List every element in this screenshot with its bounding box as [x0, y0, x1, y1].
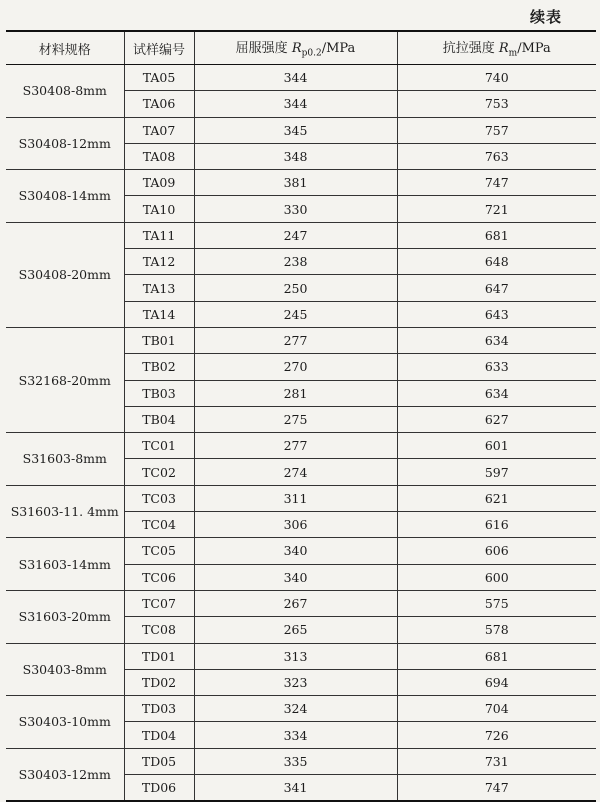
tensile-strength-cell: 681: [397, 643, 596, 669]
header-tensile: 抗拉强度 $R_m$/MPa: [397, 31, 596, 65]
table-body: [6, 65, 596, 802]
specimen-id-cell: TA05: [124, 65, 194, 91]
yield-strength-cell: 335: [194, 748, 397, 774]
table-row: [6, 65, 596, 91]
specimen-id-cell: TC02: [124, 459, 194, 485]
tensile-strength-cell: 681: [397, 222, 596, 248]
tensile-strength-cell: 753: [397, 91, 596, 117]
tensile-strength-cell: 757: [397, 117, 596, 143]
tensile-strength-cell: 763: [397, 143, 596, 169]
yield-strength-cell: 265: [194, 617, 397, 643]
specimen-id-cell: TD06: [124, 775, 194, 802]
specimen-id-cell: TD04: [124, 722, 194, 748]
header-yield: 屈服强度 $R_{p0.2}$/MPa: [194, 31, 397, 65]
tensile-strength-cell: 597: [397, 459, 596, 485]
material-spec-cell: S31603-14mm: [6, 538, 124, 591]
specimen-id-cell: TC05: [124, 538, 194, 564]
tensile-strength-cell: 578: [397, 617, 596, 643]
specimen-id-cell: TB04: [124, 406, 194, 432]
yield-strength-cell: 275: [194, 406, 397, 432]
yield-strength-cell: 267: [194, 590, 397, 616]
tensile-strength-cell: 600: [397, 564, 596, 590]
specimen-id-cell: TC01: [124, 433, 194, 459]
yield-strength-cell: 381: [194, 170, 397, 196]
table-row: [6, 590, 596, 616]
tensile-strength-cell: 704: [397, 696, 596, 722]
material-spec-cell: S32168-20mm: [6, 327, 124, 432]
yield-strength-cell: 330: [194, 196, 397, 222]
specimen-id-cell: TA10: [124, 196, 194, 222]
specimen-id-cell: TC04: [124, 512, 194, 538]
material-spec-cell: S30408-14mm: [6, 170, 124, 223]
table-row: [6, 696, 596, 722]
yield-strength-cell: 323: [194, 669, 397, 695]
material-spec-cell: S30408-8mm: [6, 65, 124, 118]
tensile-strength-cell: 627: [397, 406, 596, 432]
tensile-strength-cell: 634: [397, 380, 596, 406]
tensile-strength-cell: 606: [397, 538, 596, 564]
specimen-id-cell: TA08: [124, 143, 194, 169]
yield-strength-cell: 281: [194, 380, 397, 406]
yield-strength-cell: 277: [194, 327, 397, 353]
tensile-strength-cell: 721: [397, 196, 596, 222]
header-spec: 材料规格: [6, 31, 124, 65]
yield-strength-cell: 345: [194, 117, 397, 143]
yield-strength-cell: 270: [194, 354, 397, 380]
tensile-strength-cell: 731: [397, 748, 596, 774]
table-row: [6, 643, 596, 669]
table-row: [6, 538, 596, 564]
tensile-strength-cell: 747: [397, 170, 596, 196]
header-id: 试样编号: [124, 31, 194, 65]
tensile-strength-cell: 601: [397, 433, 596, 459]
yield-strength-cell: 247: [194, 222, 397, 248]
specimen-id-cell: TB02: [124, 354, 194, 380]
specimen-id-cell: TA11: [124, 222, 194, 248]
yield-strength-cell: 341: [194, 775, 397, 802]
yield-strength-cell: 334: [194, 722, 397, 748]
yield-strength-cell: 344: [194, 65, 397, 91]
tensile-strength-cell: 633: [397, 354, 596, 380]
yield-strength-cell: 348: [194, 143, 397, 169]
yield-strength-cell: 245: [194, 301, 397, 327]
specimen-id-cell: TB01: [124, 327, 194, 353]
specimen-id-cell: TA07: [124, 117, 194, 143]
specimen-id-cell: TA12: [124, 249, 194, 275]
yield-strength-cell: 313: [194, 643, 397, 669]
tensile-strength-cell: 747: [397, 775, 596, 802]
material-spec-cell: S30403-8mm: [6, 643, 124, 696]
material-spec-cell: S30403-12mm: [6, 748, 124, 801]
yield-strength-cell: 324: [194, 696, 397, 722]
yield-strength-cell: 277: [194, 433, 397, 459]
specimen-id-cell: TC07: [124, 590, 194, 616]
tensile-strength-cell: 647: [397, 275, 596, 301]
yield-strength-cell: 344: [194, 91, 397, 117]
specimen-id-cell: TC08: [124, 617, 194, 643]
tensile-strength-cell: 648: [397, 249, 596, 275]
yield-strength-cell: 340: [194, 538, 397, 564]
specimen-id-cell: TA09: [124, 170, 194, 196]
specimen-id-cell: TA14: [124, 301, 194, 327]
specimen-id-cell: TD03: [124, 696, 194, 722]
table-row: [6, 117, 596, 143]
material-spec-cell: S30408-20mm: [6, 222, 124, 327]
table-row: [6, 433, 596, 459]
material-spec-cell: S31603-11. 4mm: [6, 485, 124, 538]
specimen-id-cell: TD02: [124, 669, 194, 695]
yield-strength-cell: 311: [194, 485, 397, 511]
specimen-id-cell: TC03: [124, 485, 194, 511]
specimen-id-cell: TD01: [124, 643, 194, 669]
specimen-id-cell: TD05: [124, 748, 194, 774]
table-row: [6, 327, 596, 353]
material-spec-cell: S31603-8mm: [6, 433, 124, 486]
table-row: [6, 222, 596, 248]
table-row: [6, 485, 596, 511]
specimen-id-cell: TB03: [124, 380, 194, 406]
tensile-strength-cell: 694: [397, 669, 596, 695]
material-spec-cell: S30408-12mm: [6, 117, 124, 170]
yield-strength-cell: 306: [194, 512, 397, 538]
table-row: [6, 170, 596, 196]
table-row: [6, 748, 596, 774]
yield-strength-cell: 340: [194, 564, 397, 590]
tensile-test-table: [6, 30, 596, 802]
yield-strength-cell: 250: [194, 275, 397, 301]
material-spec-cell: S31603-20mm: [6, 590, 124, 643]
tensile-strength-cell: 616: [397, 512, 596, 538]
continued-label: 续表: [529, 8, 562, 26]
header-row: [6, 31, 596, 65]
tensile-strength-cell: 621: [397, 485, 596, 511]
tensile-strength-cell: 575: [397, 590, 596, 616]
yield-strength-cell: 238: [194, 249, 397, 275]
material-spec-cell: S30403-10mm: [6, 696, 124, 749]
tensile-strength-cell: 643: [397, 301, 596, 327]
tensile-strength-cell: 740: [397, 65, 596, 91]
specimen-id-cell: TC06: [124, 564, 194, 590]
specimen-id-cell: TA13: [124, 275, 194, 301]
specimen-id-cell: TA06: [124, 91, 194, 117]
yield-strength-cell: 274: [194, 459, 397, 485]
tensile-strength-cell: 634: [397, 327, 596, 353]
tensile-strength-cell: 726: [397, 722, 596, 748]
